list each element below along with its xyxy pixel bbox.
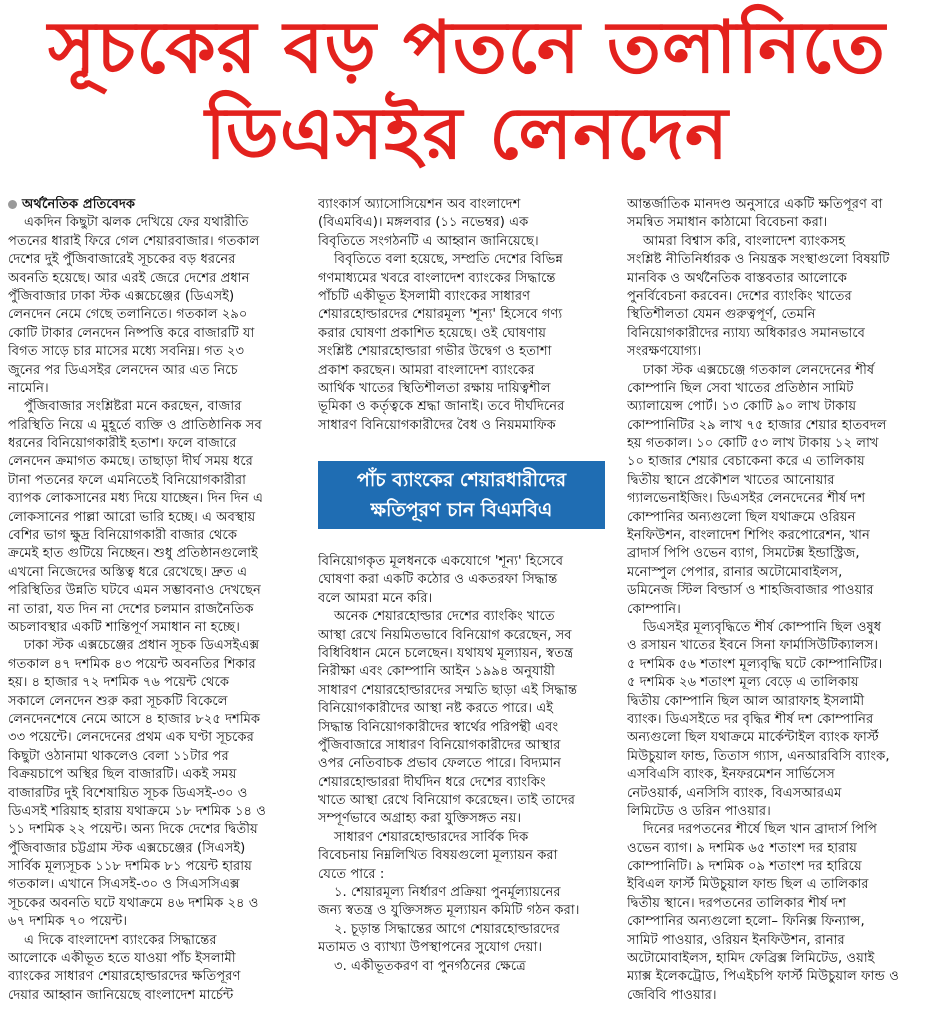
text-line: ডিএসইর মূল্যবৃদ্ধিতে শীর্ষ কোম্পানি ছিল ওষুধ — [643, 619, 882, 635]
text-line: ইনফিউশন, বাংলাদেশ শিপিং করপোরেশন, খান — [627, 528, 870, 544]
subhead-line-1: পাঁচ ব্যাংকের শেয়ারধারীদের — [356, 469, 567, 491]
text-line: ওপর নেতিবাচক প্রভাব ফেলতে পারে। বিদ্যমান — [318, 756, 562, 772]
text-line: বিক্রয়চাপে অস্থির ছিল বাজারটি। একই সময় — [8, 767, 237, 783]
text-line: ৬৭ দশমিক ৭০ পয়েন্ট। — [8, 914, 128, 930]
article-column-3 — [627, 196, 929, 1005]
text-line: ব্যাপক লোকসানের মধ্য দিয়ে যাচ্ছেন। দিন দিন এ — [8, 491, 263, 507]
text-line: বিবৃতিতে বলা হয়েছে, সম্প্রতি দেশের বিভিন্ন — [334, 252, 563, 268]
text-line: পুঁজিবাজার ঢাকা স্টক এক্সচেঞ্জের (ডিএসই) — [8, 288, 235, 304]
text-line: পুঁজিবাজারে সাধারণ বিনিয়োগকারীদের আস্থার — [318, 737, 561, 753]
article-column-2-top — [318, 196, 612, 435]
text-line: আমরা বিশ্বাস করি, বাংলাদেশ ব্যাংকসহ — [643, 233, 846, 249]
text-line: ৩৩ পয়েন্টে। লেনদেনের প্রথম এক ঘণ্টা সূচকের — [8, 730, 254, 746]
text-line: ২. চূড়ান্ত সিদ্ধান্তের আগে শেয়ারহোল্ডারদের — [334, 921, 560, 937]
text-line: আন্তর্জাতিক মানদণ্ড অনুসারে একটি ক্ষতিপূরণ বা — [627, 197, 883, 212]
text-line: সাধারণ শেয়ারহোল্ডারদের সার্বিক দিক — [334, 829, 529, 845]
text-line: মতামত ও ব্যাখ্যা উপস্থাপনের সুযোগ দেয়া। — [318, 940, 543, 956]
text-line: এ দিকে বাংলাদেশ ব্যাংকের সিদ্ধান্তের — [24, 932, 217, 948]
text-line: জুনের পর ডিএসইর লেনদেন আর এত নিচে — [8, 362, 238, 378]
text-line: খাতে আস্থা রেখে বিনিয়োগ করেছেন। তাই তাদের — [318, 793, 576, 809]
text-line: টানা পতনের ফলে এমনিতেই বিনিয়োগকারীরা — [8, 472, 247, 488]
text-line: পাঁচটি একীভূত ইসলামী ব্যাংকের সাধারণ — [318, 288, 531, 304]
text-line: অ্যালায়েন্স পোর্ট। ১৩ কোটি ৯০ লাখ টাকায় — [627, 399, 857, 415]
text-line: সংরক্ষণযোগ্য। — [627, 344, 702, 360]
text-line: ঘোষণা করা একটি কঠোর ও একতরফা সিদ্ধান্ত — [318, 572, 558, 588]
text-line: শেয়ারহোল্ডারদের শেয়ারমূল্য 'শূন্য' হিসেবে গণ্য — [318, 307, 563, 323]
text-line: দেয়ার আহ্বান জানিয়েছে বাংলাদেশ মার্চেন্ট — [8, 987, 234, 1003]
text-line: গতকাল। এখানে সিএসই-৩০ ও সিএসসিএক্স — [8, 877, 240, 893]
text-line: ১০ হাজার শেয়ার বেচাকেনা করে এ তালিকায় — [627, 454, 865, 470]
text-line: ধরনের বিনিয়োগকারীই হতাশ। ফলে বাজারে — [8, 436, 237, 452]
text-line: পুঁজিবাজার সংশ্লিষ্টরা মনে করছেন, বাজার — [24, 399, 242, 415]
text-line: ৫ দশমিক ২৬ শতাংশ মূল্য বেড়ে এ তালিকায় — [627, 675, 859, 691]
text-line: ক্রমেই হাত গুটিয়ে নিচ্ছেন। শুধু প্রতিষ্ঠানগুলোই — [8, 546, 258, 562]
text-line: ১. শেয়ারমূল্য নির্ধারণ প্রক্রিয়া পুনর্মূল্যায়নের — [334, 885, 561, 901]
text-line: শেয়ারহোল্ডাররা দীর্ঘদিন ধরে দেশের ব্যাংকিং — [318, 774, 546, 790]
text-line: করার ঘোষণা প্রকাশিত হয়েছে। ওই ঘোষণায় — [318, 325, 546, 341]
text-line: অটোমোবাইলস, হামিদ ফেব্রিক্স লিমিটেড, ওয়াই — [627, 951, 875, 967]
text-line: হয় গতকাল। ১০ কোটি ৫৩ লাখ টাকায় ১২ লাখ — [627, 436, 879, 452]
text-line: কিছুটা ওঠানামা থাকলেও বেলা ১১টার পর — [8, 748, 229, 764]
text-line: ব্যাংকার্স অ্যাসোসিয়েশন অব বাংলাদেশ — [318, 197, 521, 212]
text-line: ইবিএল ফার্স্ট মিউচুয়াল ফান্ড ছিল এ তালিকার — [627, 877, 869, 893]
text-line: না তারা, যত দিন না দেশের চলমান রাজনৈতিক — [8, 601, 254, 617]
text-line: ডমিনেজ স্টিল বিল্ডার্স ও শাহজিবাজার পাওয়ার — [627, 583, 874, 599]
text-line: কোম্পানির অন্যগুলো ছিল যথাক্রমে ওরিয়ন — [627, 509, 856, 525]
byline — [8, 196, 304, 214]
text-line: বিবৃতিতে সংগঠনটি এ আহ্বান জানিয়েছে। — [318, 233, 539, 249]
text-line: সকালে লেনদেন শুরু করা সূচকটি বিকেলে — [8, 693, 228, 709]
bullet-icon — [8, 200, 17, 209]
text-line: সামিট পাওয়ার, ওরিয়ন ইনফিউশন, রানার — [627, 932, 845, 948]
text-line: লোকসানের পাল্লা আরো ভারি হচ্ছে। এ অবস্থায় — [8, 509, 256, 525]
text-line: দ্বিতীয় কোম্পানি ছিল আল আরাফাহ ইসলামী — [627, 693, 865, 709]
text-line: লেনদেন নেমে গেছে তলানিতে। গতকাল ২৯০ — [8, 307, 248, 323]
text-line: পতনের ধারাই ফিরে গেল শেয়ারবাজার। গতকাল — [8, 233, 260, 249]
text-line: ব্যাংকের সাধারণ শেয়ারহোল্ডারদের ক্ষতিপূরণ — [8, 969, 241, 985]
text-line: পুঁজিবাজার চট্টগ্রাম স্টক এক্সচেঞ্জের (সিএসই) — [8, 840, 246, 856]
text-line: গণমাধ্যমের খবরে বাংলাদেশ ব্যাংকের সিদ্ধান্তে — [318, 270, 556, 286]
article-column-2-bottom — [318, 553, 612, 976]
text-line: মানবিক ও অর্থনৈতিক বাস্তবতার আলোকে — [627, 270, 847, 286]
text-line: এখনো নিজেদের অস্তিত্ব ধরে রেখেছে। দ্রুত এ — [8, 564, 248, 580]
text-line: হয়। ৪ হাজার ৭২ দশমিক ৭৬ পয়েন্ট থেকে — [8, 675, 230, 691]
text-line: কোম্পানি। — [627, 601, 681, 617]
text-line: সাধারণ শেয়ারহোল্ডারদের সম্মতি ছাড়া এই সিদ্ধান্ত — [318, 682, 578, 698]
text-line: ব্রাদার্স পিপি ওভেন ব্যাগ, সিমটেক্স ইন্ডাস্ট্রিজ, — [627, 546, 860, 562]
text-line: সংশ্লিষ্ট শেয়ারহোল্ডারা গভীর উদ্বেগ ও হতাশা — [318, 344, 552, 360]
text-line: সূচকের অবনতি ঘটে যথাক্রমে ৪৬ দশমিক ২৪ ও — [8, 895, 259, 911]
text-line: পরিস্থিতি নিয়ে এ মুহূর্তে ব্যক্তি ও প্রাতিষ্ঠানিক সব — [8, 417, 262, 433]
text-line: সিদ্ধান্ত বিনিয়োগকারীদের স্বার্থের পরিপন্থী এবং — [318, 719, 559, 735]
text-line: ভূমিকা ও কর্তৃত্বকে শ্রদ্ধা জানাই। তবে দীর্ঘদিনের — [318, 399, 565, 415]
text-line: বিবেচনায় নিম্নলিখিত বিষয়গুলো মূল্যায়ন করা — [318, 848, 558, 864]
text-line: মনোস্পুল পেপার, রানার অটোমোবাইলস, — [627, 564, 843, 580]
text-line: বিনিয়োগকারীদের ন্যায্য অধিকারও সমানভাবে — [627, 325, 865, 341]
subhead-box — [318, 461, 605, 529]
text-line: দিনের দরপতনের শীর্ষে ছিল খান ব্রাদার্স পিপি — [643, 822, 877, 838]
text-line: আর্থিক খাতের স্থিতিশীলতা রক্ষায় দায়িত্বশীল — [318, 380, 551, 396]
text-line: সাধারণ বিনিয়োগকারীদের বৈধ ও নিয়মমাফিক — [318, 417, 556, 433]
text-line: গ্যালভেনাইজিং। ডিএসইর লেনদেনের শীর্ষ দশ — [627, 491, 866, 507]
text-line: জেবিবি পাওয়ার। — [627, 987, 717, 1003]
text-line: সার্বিক মূল্যসূচক ১১৮ দশমিক ৮১ পয়েন্ট হারায় — [8, 859, 252, 875]
text-line: বেশির ভাগ ক্ষুদ্র বিনিয়োগকারী বাজার থেকে — [8, 528, 238, 544]
text-line: বলে আমরা মনে করি। — [318, 590, 433, 606]
headline — [0, 4, 934, 176]
text-line: কোটি টাকার লেনদেন নিষ্পত্তি করে বাজারটি যা — [8, 325, 255, 341]
text-line: প্রকাশ করছেন। আমরা বাংলাদেশ ব্যাংকের — [318, 362, 535, 378]
text-line: এসবিএসি ব্যাংক, ইনফরমেশন সার্ভিসেস — [627, 767, 835, 783]
headline-line-1: সূচকের বড় পতনে তলানিতে — [48, 5, 886, 89]
text-line: দ্বিতীয় স্থানে। দরপতনের তালিকার শীর্ষ দশ — [627, 895, 847, 911]
text-line: মিউচুয়াল ফান্ড, তিতাস গ্যাস, এনআরবিসি ব্যাংক, — [627, 748, 890, 764]
text-line: স্থিতিশীলতা যেমন গুরুত্বপূর্ণ, তেমনি — [627, 307, 816, 323]
text-line: কোম্পানিটির ২৯ লাখ ৭৫ হাজার শেয়ার হাতবদল — [627, 417, 887, 433]
text-line: অন্যগুলো ছিল যথাক্রমে মার্কেন্টাইল ব্যাংক ফার্স্ট — [627, 730, 879, 746]
text-line: কোম্পানিটি। ৯ দশমিক ০৯ শতাংশ দর হারিয়ে — [627, 859, 862, 875]
text-line: লেনদেনশেষে নেমে আসে ৪ হাজার ৮২৫ দশমিক — [8, 711, 261, 727]
text-line: কোম্পানি ছিল সেবা খাতের প্রতিষ্ঠান সামিট — [627, 380, 854, 396]
text-line: বাজারটির দুই বিশেষায়িত সূচক ডিএসই-৩০ ও — [8, 785, 248, 801]
text-line: বিধিবিধান মেনে চলেছেন। যথাযথ মূল্যায়ন, স্বতন্ত্র — [318, 645, 574, 661]
text-line: সংশ্লিষ্ট নীতিনির্ধারক ও নিয়ন্ত্রক সংস্থাগুলো বিষয়টি — [627, 252, 890, 268]
article-column-1 — [8, 196, 304, 1005]
text-line: (বিএমবিএ)। মঙ্গলবার (১১ নভেম্বর) এক — [318, 215, 529, 231]
text-line: ১১ দশমিক ২২ পয়েন্ট। অন্য দিকে দেশের দ্বিতীয় — [8, 822, 258, 838]
text-line: বিনিয়োগকারীদের আস্থা নষ্ট করতে পারে। এই — [318, 701, 554, 717]
text-line: লিমিটেড ও ডরিন পাওয়ার। — [627, 803, 771, 819]
text-line: আস্থা রেখে নিয়মিতভাবে বিনিয়োগ করেছেন, সব — [318, 627, 572, 643]
text-line: ম্যাক্স ইলেকট্রোড, পিএইচপি ফার্স্ট মিউচুয়াল ফান্ড ও — [627, 969, 899, 985]
text-line: অচলাবস্থার একটি শান্তিপূর্ণ সমাধান না হচ্ছে। — [8, 619, 240, 635]
text-line: সমন্বিত সমাধান কাঠামো বিবেচনা করা। — [627, 215, 828, 231]
text-line: ঢাকা স্টক এক্সচেঞ্জের প্রধান সূচক ডিএসইএক্স — [24, 638, 260, 654]
text-line: পুনর্বিবেচনা করবেন। দেশের ব্যাংকিং খাতের — [627, 288, 852, 304]
text-line: জন্য স্বতন্ত্র ও যুক্তিসঙ্গত মূল্যায়ন কমিটি গঠন করা। — [318, 903, 580, 919]
text-line: নিরীক্ষা এবং কোম্পানি আইন ১৯৯৪ অনুযায়ী — [318, 664, 555, 680]
text-line: একদিন কিছুটা ঝলক দেখিয়ে ফের যথারীতি — [24, 215, 249, 231]
text-line: দ্বিতীয় স্থানে প্রকৌশল খাতের আনোয়ার — [627, 472, 835, 488]
text-line: অবনতি হয়েছে। আর এরই জেরে দেশের প্রধান — [8, 270, 250, 286]
text-line: বিগত সাড়ে চার মাসের মধ্যে সবনিম্ন। গত ২৩ — [8, 344, 245, 360]
text-line: অনেক শেয়ারহোল্ডার দেশের ব্যাংকিং খাতে — [334, 609, 555, 625]
text-line: লেনদেন ক্রমাগত কমছে। তাছাড়া দীর্ঘ সময় ধরে — [8, 454, 253, 470]
text-line: ঢাকা স্টক এক্সচেঞ্জে গতকাল লেনদেনের শীর্ষ — [643, 362, 875, 378]
text-line: পরিস্থিতির উন্নতি ঘটবে এমন সম্ভাবনাও দেখছেন — [8, 583, 261, 599]
text-line: ডিএসই শরিয়াহ হারায় যথাক্রমে ১৮ দশমিক ১৪ ও — [8, 803, 266, 819]
subhead-line-2: ক্ষতিপূরণ চান বিএমবিএ — [370, 499, 553, 521]
byline-text: অর্থনৈতিক প্রতিবেদক — [22, 197, 136, 212]
text-line: ও রসায়ন খাতের ইবনে সিনা ফার্মাসিউটিক্যালস। — [627, 638, 879, 654]
text-line: নামেনি। — [8, 380, 49, 396]
text-line: নেটওয়ার্ক, এনসিসি ব্যাংক, বিএসআরএম — [627, 785, 842, 801]
text-line: ওভেন ব্যাগ। ৯ দশমিক ৬৫ শতাংশ দর হারায় — [627, 840, 857, 856]
text-line: দেশের দুই পুঁজিবাজারেই সূচকের বড় ধরনের — [8, 252, 236, 268]
text-line: সম্পূর্ণভাবে অগ্রাহ্য করা যুক্তিসঙ্গত নয়। — [318, 811, 522, 827]
text-line: বিনিয়োগকৃত মূলধনকে একযোগে 'শূন্য' হিসেবে — [318, 554, 564, 569]
headline-line-2: ডিএসইর লেনদেন — [205, 91, 729, 175]
text-line: ৩. একীভূতকরণ বা পুনর্গঠনের ক্ষেত্রে — [334, 958, 526, 974]
text-line: কোম্পানির অন্যগুলো হলো– ফিনিক্স ফিন্যান্স, — [627, 914, 865, 930]
text-line: গতকাল ৪৭ দশমিক ৪৩ পয়েন্ট অবনতির শিকার — [8, 656, 256, 672]
text-line: আলোকে একীভূত হতে যাওয়া পাঁচ ইসলামী — [8, 951, 236, 967]
text-line: যেতে পারে : — [318, 866, 385, 882]
text-line: ব্যাংক। ডিএসইতে দর বৃদ্ধির শীর্ষ দশ কোম্পানির — [627, 711, 874, 727]
text-line: ৫ দশমিক ৫৬ শতাংশ মূল্যবৃদ্ধি ঘটে কোম্পানিটির। — [627, 656, 883, 672]
